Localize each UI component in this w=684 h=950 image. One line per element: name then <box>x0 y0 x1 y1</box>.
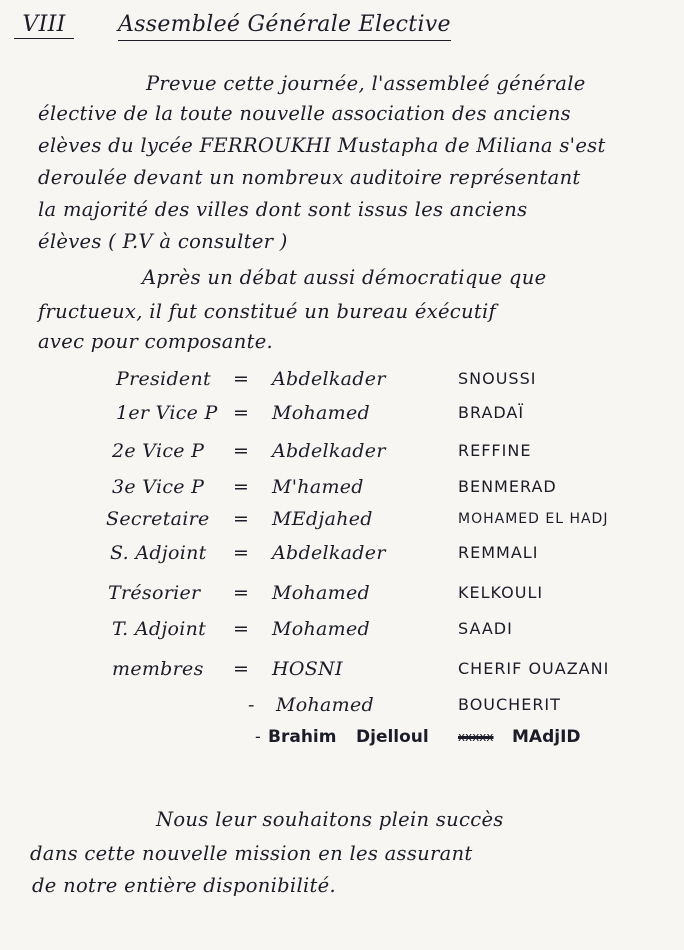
bureau-role: Secretaire <box>106 508 210 530</box>
bureau-first-name: HOSNI <box>272 658 343 680</box>
bureau-separator: = <box>233 508 250 530</box>
section-numeral: VIII <box>14 12 74 39</box>
bureau-separator: = <box>233 440 250 462</box>
paragraph-line: élective de la toute nouvelle association des anciens <box>38 102 571 125</box>
bureau-separator: = <box>233 542 250 564</box>
paragraph-line: Prevue cette journée, l'assembleé générale <box>146 72 586 95</box>
bureau-separator: = <box>233 658 250 680</box>
bureau-last-name: SNOUSSI <box>458 369 537 388</box>
bureau-role: President <box>116 368 211 390</box>
member-struck-text: xxxxx <box>458 730 494 744</box>
paragraph-line: deroulée devant un nombreux auditoire représentant <box>38 166 581 189</box>
bureau-last-name: MOHAMED EL HADJ <box>458 511 609 527</box>
bureau-separator: = <box>233 476 250 498</box>
bureau-last-name: KELKOULI <box>458 583 544 602</box>
bureau-role: membres <box>112 658 204 680</box>
bureau-role: 1er Vice P <box>116 402 218 424</box>
paragraph-line: la majorité des villes dont sont issus les anciens <box>38 198 528 221</box>
bureau-first-name: Abdelkader <box>272 440 386 462</box>
bureau-separator: = <box>233 618 250 640</box>
paragraph-line: élèves ( P.V à consulter ) <box>38 230 288 253</box>
bureau-last-name: SAADI <box>458 619 513 638</box>
member-dash: - <box>255 727 261 747</box>
paragraph-line: avec pour composante. <box>38 330 274 353</box>
bureau-role: Trésorier <box>108 582 201 604</box>
bureau-first-name: Mohamed <box>272 618 370 640</box>
bureau-first-name: Abdelkader <box>272 368 386 390</box>
bureau-first-name: Abdelkader <box>272 542 386 564</box>
bureau-first-name: Mohamed <box>272 402 370 424</box>
bureau-last-name: BENMERAD <box>458 477 557 496</box>
bureau-last-name: BRADAÏ <box>458 403 525 422</box>
bureau-role: T. Adjoint <box>112 618 207 640</box>
paragraph-line: elèves du lycée FERROUKHI Mustapha de Miliana s'est <box>38 134 606 157</box>
bureau-first-name: MEdjahed <box>272 508 373 530</box>
bureau-role: S. Adjoint <box>110 542 207 564</box>
section-title: Assembleé Générale Elective <box>118 12 451 41</box>
bureau-separator: = <box>233 582 250 604</box>
bureau-role: 2e Vice P <box>112 440 205 462</box>
bureau-first-name: M'hamed <box>272 476 364 498</box>
paragraph-line: dans cette nouvelle mission en les assurant <box>30 842 473 865</box>
member-last-name: MAdjID <box>512 727 581 747</box>
bureau-separator: = <box>233 368 250 390</box>
member-last-name: BOUCHERIT <box>458 695 561 714</box>
bureau-separator: = <box>233 402 250 424</box>
member-middle-name: Djelloul <box>356 727 429 747</box>
member-dash: - <box>248 694 255 716</box>
bureau-last-name: CHERIF OUAZANI <box>458 659 610 678</box>
bureau-last-name: REMMALI <box>458 543 539 562</box>
paragraph-line: Après un débat aussi démocratique que <box>142 266 547 289</box>
bureau-role: 3e Vice P <box>112 476 205 498</box>
paragraph-line: de notre entière disponibilité. <box>32 874 336 897</box>
bureau-first-name: Mohamed <box>272 582 370 604</box>
paragraph-line: fructueux, il fut constitué un bureau éxécutif <box>38 300 497 323</box>
bureau-last-name: REFFINE <box>458 441 532 460</box>
member-first-name: Mohamed <box>276 694 374 716</box>
paragraph-line: Nous leur souhaitons plein succès <box>156 808 504 831</box>
member-first-name: Brahim <box>268 727 337 747</box>
